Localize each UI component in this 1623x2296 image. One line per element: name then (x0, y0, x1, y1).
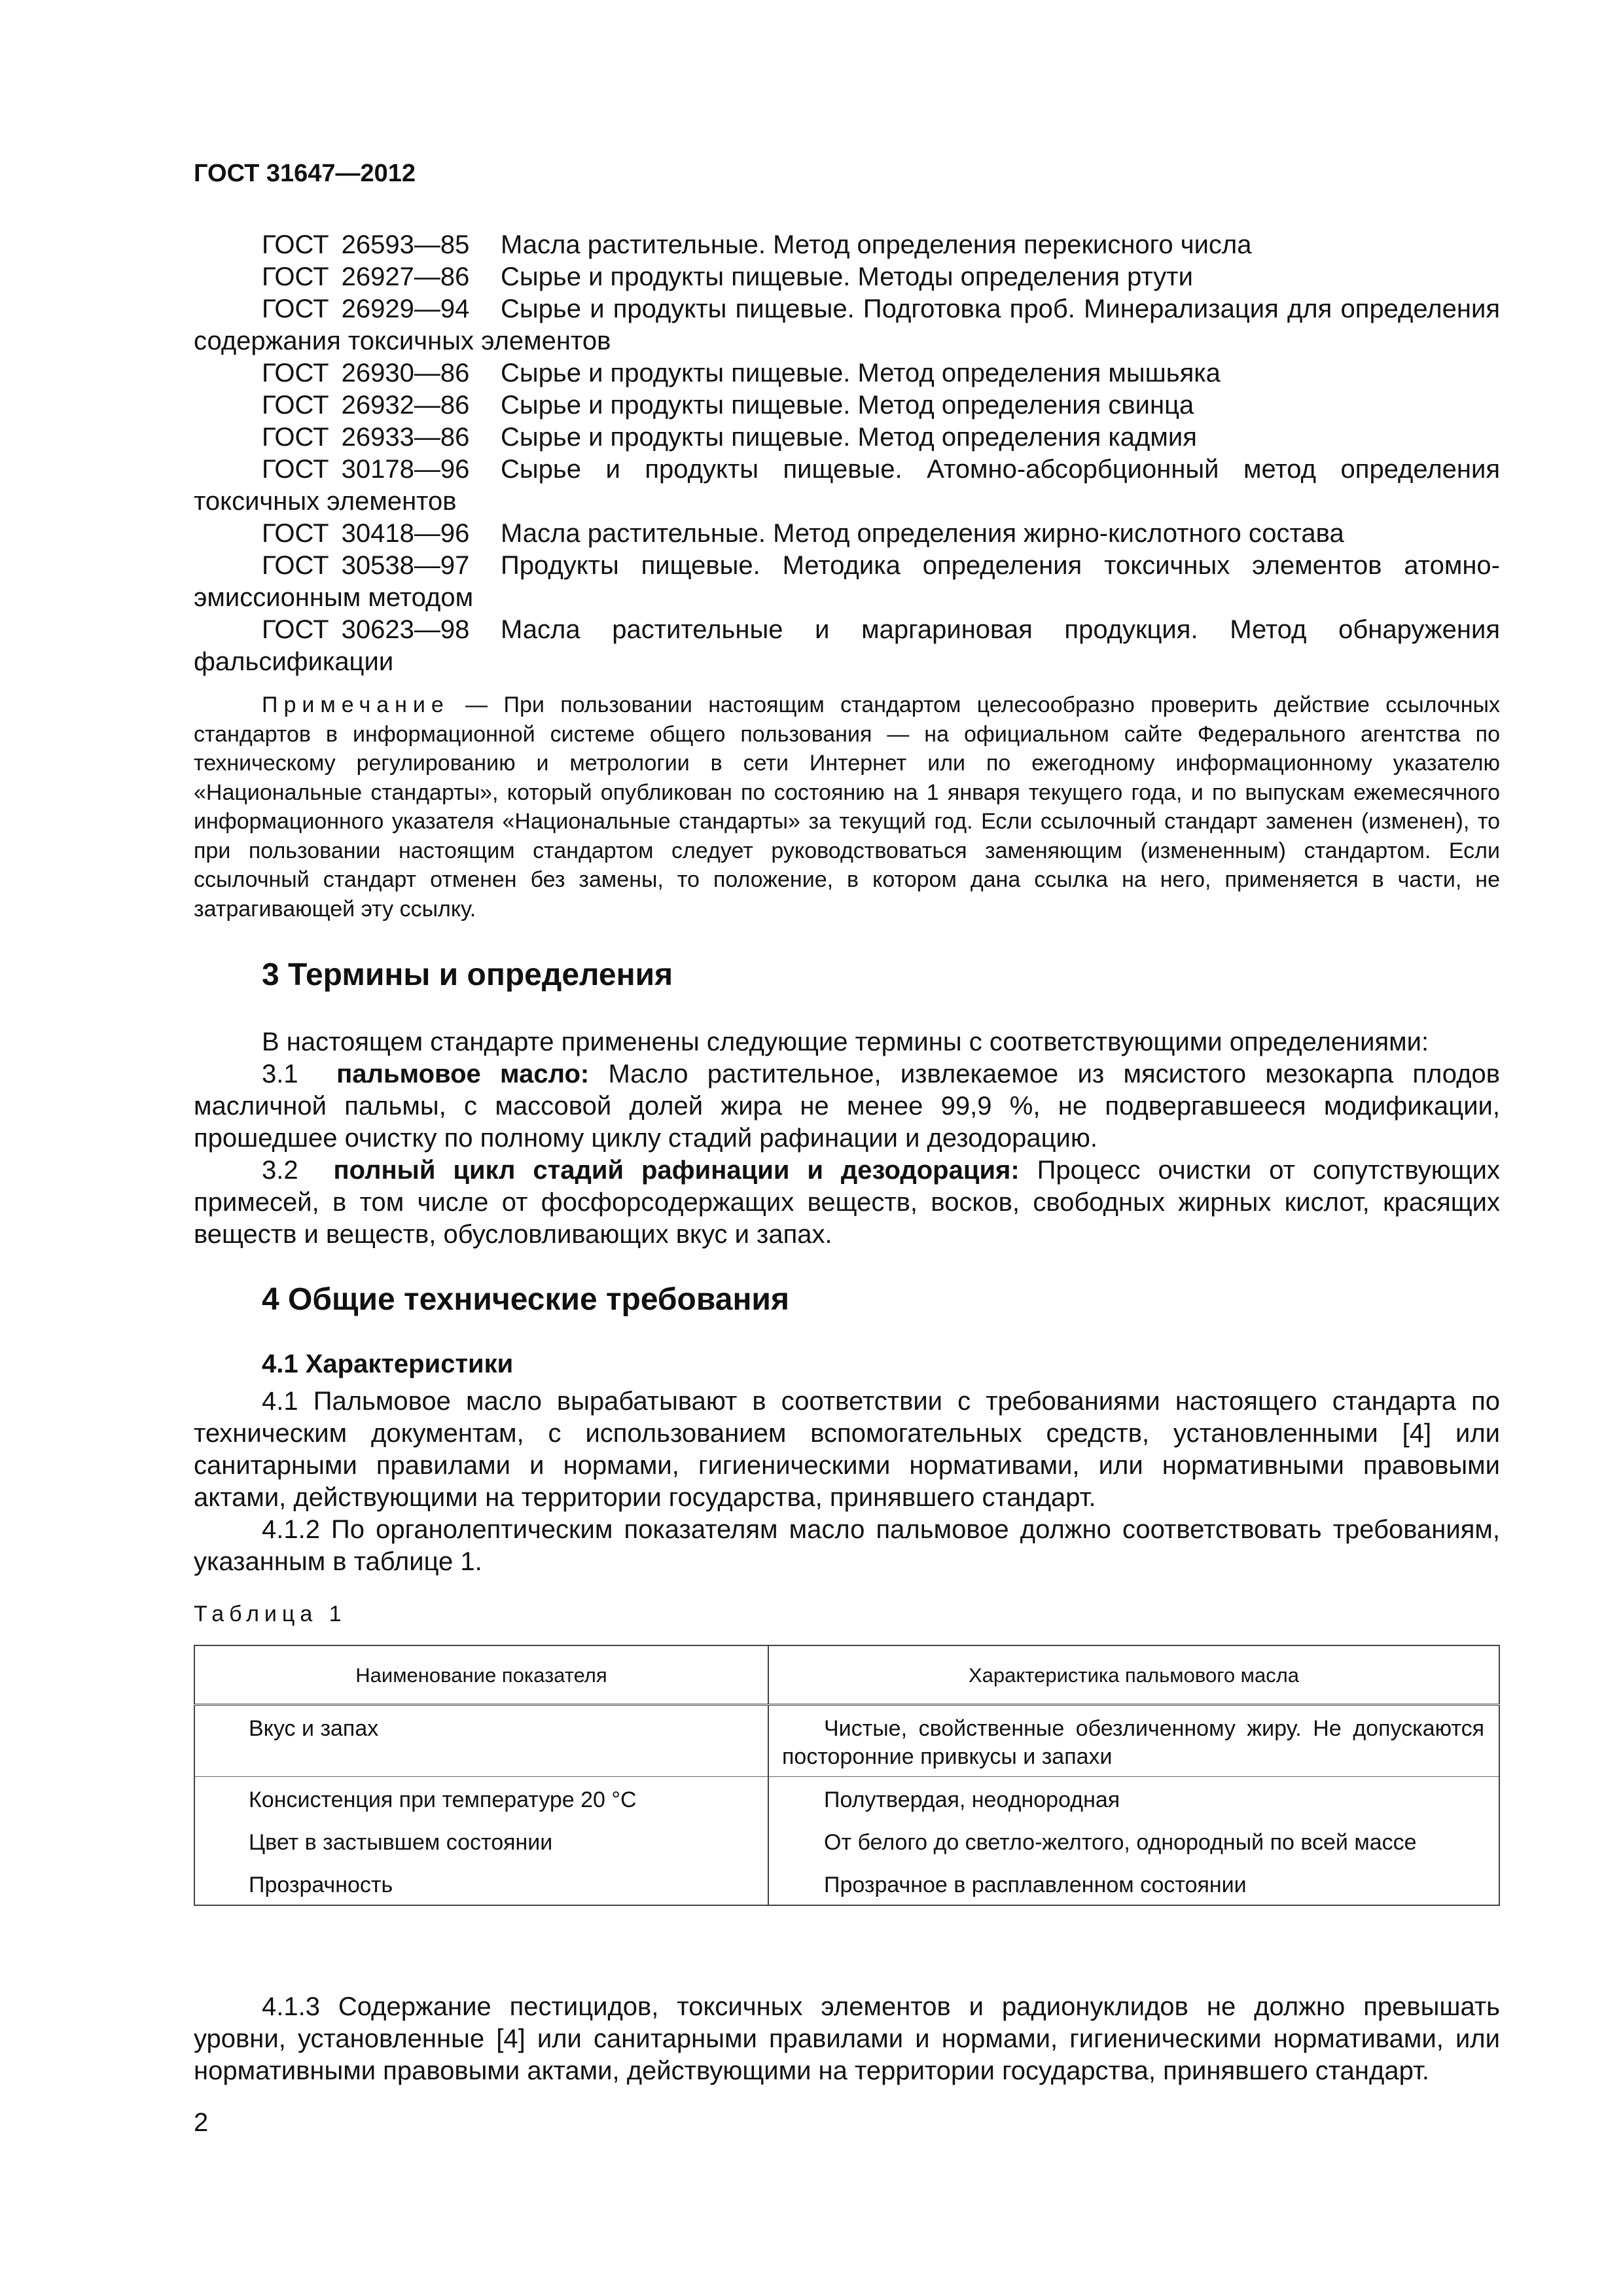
table-row: Вкус и запах Чистые, свойственные обезличенному жиру. Не допускаются посторонние привкусы и запахи (194, 1705, 1499, 1777)
reference-item: ГОСТ 30538—97 Продукты пищевые. Методика определения токсичных элементов атомно-эмиссионным методом (194, 551, 1500, 612)
table-header-cell: Характеристика пальмового масла (768, 1645, 1499, 1705)
document-header: ГОСТ 31647—2012 (194, 160, 416, 187)
page-number: 2 (194, 2108, 209, 2137)
section-3-body (194, 1026, 1500, 1251)
normative-references-list (194, 229, 1500, 678)
note-text: — При пользовании настоящим стандартом целесообразно проверить действие ссылочных стандартов в информационной системе общего пользования — на официальном сайте Федерального агентства по техническому регулированию и метрологии в сети Интернет или по ежегодному информационному указателю «Национальные стандарты», который опубликован по состоянию на 1 января текущего года, и по выпускам ежемесячного информационного указателя «Национальные стандарты» за текущий год. Если ссылочный стандарт заменен (изменен), то при пользовании настоящим стандартом следует руководствоваться заменяющим (измененным) стандартом. Если ссылочный стандарт отменен без замены, то положение, в котором дана ссылка на него, применяется в части, не затрагивающей эту ссылку. (194, 692, 1500, 922)
section-3-intro: В настоящем стандарте применены следующие термины с соответствующими определениями: (262, 1028, 1429, 1056)
section-3-heading: 3 Термины и определения (262, 958, 673, 992)
table-header-cell: Наименование показателя (194, 1645, 768, 1705)
reference-item: ГОСТ 30623—98 Масла растительные и маргариновая продукция. Метод обнаружения фальсификации (194, 615, 1500, 676)
reference-item: ГОСТ 26932—86 Сырье и продукты пищевые. Метод определения свинца (262, 391, 1194, 420)
reference-item: ГОСТ 26930—86 Сырье и продукты пищевые. Метод определения мышьяка (262, 359, 1221, 387)
table-caption: Таблица 1 (194, 1602, 347, 1626)
table-row: Консистенция при температуре 20 °С Полутвердая, неоднородная (194, 1777, 1499, 1820)
paragraph-4-1-3: 4.1.3 Содержание пестицидов, токсичных элементов и радионуклидов не должно превышать уровни, установленные [4] или санитарными правилами и нормами, гигиеническими нормативами, или нормативными правовыми актами, действующими на территории государства, принявшего стандарт. (194, 1992, 1500, 2085)
organoleptic-table (194, 1645, 1500, 1906)
reference-item: ГОСТ 30418—96 Масла растительные. Метод определения жирно-кислотного состава (262, 519, 1344, 548)
section-4-body-continued (194, 1991, 1500, 2087)
reference-item: ГОСТ 26927—86 Сырье и продукты пищевые. Методы определения ртути (262, 262, 1193, 291)
reference-item: ГОСТ 26929—94 Сырье и продукты пищевые. Подготовка проб. Минерализация для определения содержания токсичных элементов (194, 295, 1500, 355)
paragraph-4-1: 4.1 Пальмовое масло вырабатывают в соответствии с требованиями настоящего стандарта по техническим документам, с использованием вспомогательных средств, установленными [4] или санитарными правилами и нормами, гигиеническими нормативами, или нормативными правовыми актами, действующими на территории государства, принявшего стандарт. (194, 1387, 1500, 1512)
reference-item: ГОСТ 30178—96 Сырье и продукты пищевые. Атомно-абсорбционный метод определения токсичных элементов (194, 455, 1500, 516)
term-3-2: 3.2 полный цикл стадий рафинации и дезодорация: Процесс очистки от сопутствующих примесей, в том числе от фосфорсодержащих веществ, восков, свободных жирных кислот, красящих веществ и веществ, обусловливающих вкус и запах. (194, 1156, 1500, 1249)
subsection-4-1-heading: 4.1 Характеристики (262, 1350, 514, 1378)
section-4-body (194, 1386, 1500, 1578)
reference-item: ГОСТ 26593—85 Масла растительные. Метод определения перекисного числа (262, 230, 1252, 259)
table-row: Прозрачность Прозрачное в расплавленном состоянии (194, 1862, 1499, 1905)
table-row: Цвет в застывшем состоянии От белого до светло-желтого, однородный по всей массе (194, 1820, 1499, 1862)
note-block (194, 691, 1500, 924)
note-label: Примечание (262, 692, 450, 717)
reference-item: ГОСТ 26933—86 Сырье и продукты пищевые. Метод определения кадмия (262, 423, 1197, 452)
section-4-heading: 4 Общие технические требования (262, 1282, 789, 1317)
term-3-1: 3.1 пальмовое масло: Масло растительное, извлекаемое из мясистого мезокарпа плодов масличной пальмы, с массовой долей жира не менее 99,9 %, не подвергавшееся модификации, прошедшее очистку по полному циклу стадий рафинации и дезодорацию. (194, 1060, 1501, 1153)
paragraph-4-1-2: 4.1.2 По органолептическим показателям масло пальмовое должно соответствовать требованиям, указанным в таблице 1. (194, 1515, 1500, 1576)
